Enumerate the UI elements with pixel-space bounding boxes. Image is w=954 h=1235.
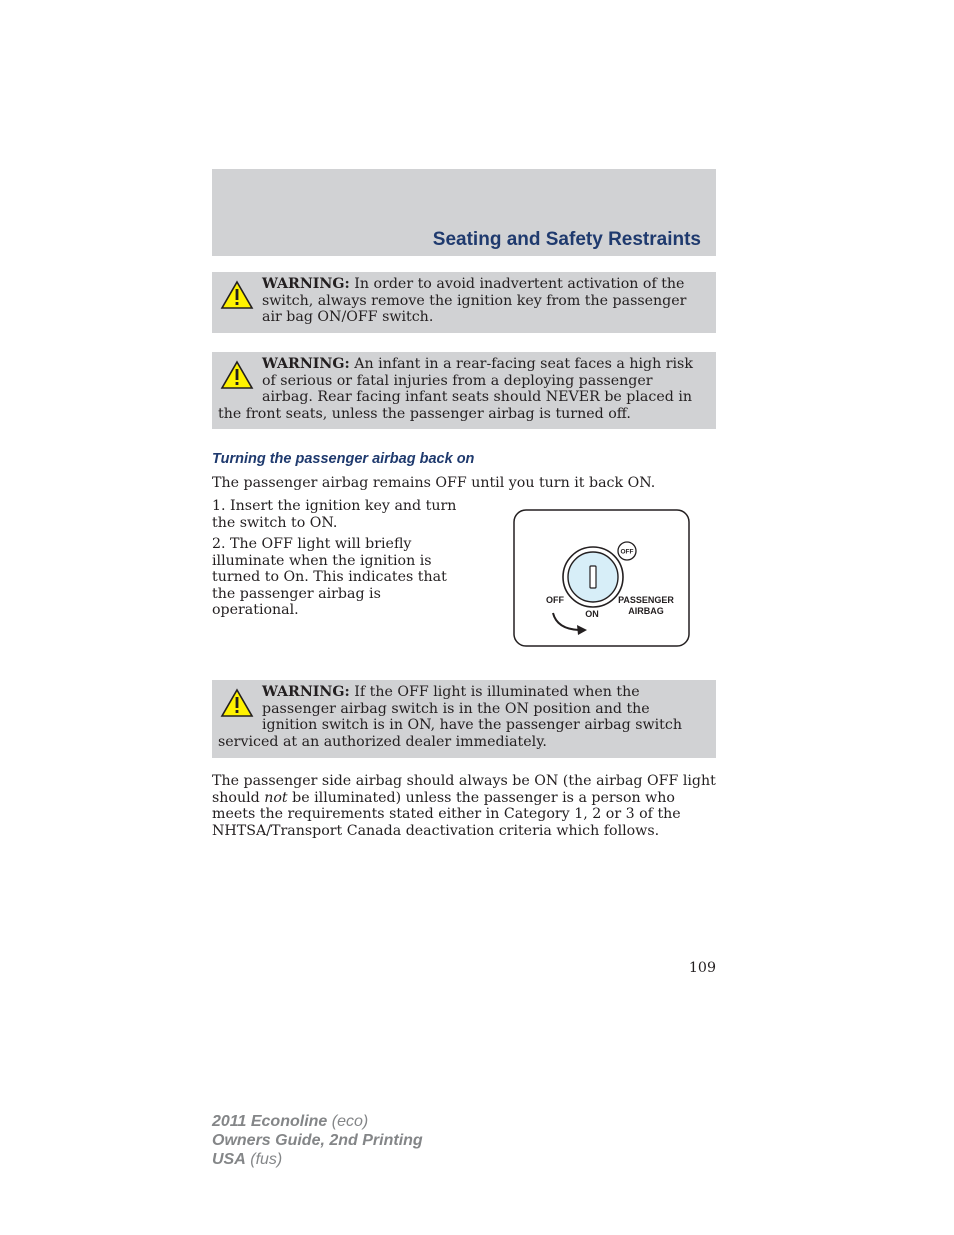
closing-text-1: The passenger side airbag should always be ON (the airbag OFF light should — [212, 773, 716, 806]
footer-line-region — [212, 1150, 423, 1169]
warning-triangle-icon — [220, 688, 254, 718]
warning-text: In order to avoid inadvertent activation of the switch, always remove the ignition key from the passenger air bag ON/OFF switch. — [262, 276, 687, 325]
footer-region-code: (fus) — [250, 1151, 283, 1168]
footer-guide: Owners Guide, 2nd Printing — [212, 1132, 423, 1149]
off-indicator-text: OFF — [620, 548, 634, 556]
passenger-label: PASSENGER — [618, 595, 674, 605]
footer — [212, 1112, 423, 1169]
warning-triangle-icon — [220, 280, 254, 310]
closing-emphasis: not — [264, 789, 288, 806]
warning-label: WARNING: — [262, 356, 350, 372]
warning-text: If the OFF light is illuminated when the passenger airbag switch is in the ON position and the ignition switch is in ON, have the passenger airbag switch serviced at an authorized dealer immediately. — [218, 684, 682, 750]
warning-label: WARNING: — [262, 684, 350, 700]
step-1: 1. Insert the ignition key and turn the switch to ON. — [212, 498, 457, 531]
footer-line-model — [212, 1112, 423, 1131]
intro-paragraph: The passenger airbag remains OFF until you turn it back ON. — [212, 475, 656, 491]
footer-model-code: (eco) — [331, 1113, 369, 1130]
key-slot-icon — [590, 566, 596, 588]
subheading: Turning the passenger airbag back on — [212, 451, 475, 467]
footer-region: USA — [212, 1151, 246, 1168]
section-title: Seating and Safety Restraints — [432, 229, 701, 250]
section-header-band — [212, 169, 716, 256]
airbag-switch-diagram — [513, 509, 690, 647]
page-number: 109 — [688, 960, 716, 976]
on-position-label: ON — [585, 609, 599, 619]
footer-model: 2011 Econoline — [212, 1113, 328, 1130]
warning-box-ignition-key — [212, 272, 716, 333]
airbag-label: AIRBAG — [628, 606, 664, 616]
warning-box-infant-seat — [212, 352, 716, 429]
warning-triangle-icon — [220, 360, 254, 390]
closing-text-2: be illuminated) unless the passenger is a person who meets the requirements stated either in Category 1, 2 or 3 of the NHTSA/Transport Canada deactivation criteria which follows. — [212, 789, 681, 839]
off-position-label: OFF — [546, 595, 564, 605]
warning-box-off-light — [212, 680, 716, 758]
closing-paragraph — [212, 773, 716, 839]
warning-text: An infant in a rear-facing seat faces a high risk of serious or fatal injuries from a deploying passenger airbag. Rear facing infant seats should NEVER be placed in the front seats, unless the passenger airbag is turned off. — [218, 356, 693, 422]
step-2: 2. The OFF light will briefly illuminate when the ignition is turned to On. This indicates that the passenger airbag is operational. — [212, 536, 447, 618]
warning-label: WARNING: — [262, 276, 350, 292]
